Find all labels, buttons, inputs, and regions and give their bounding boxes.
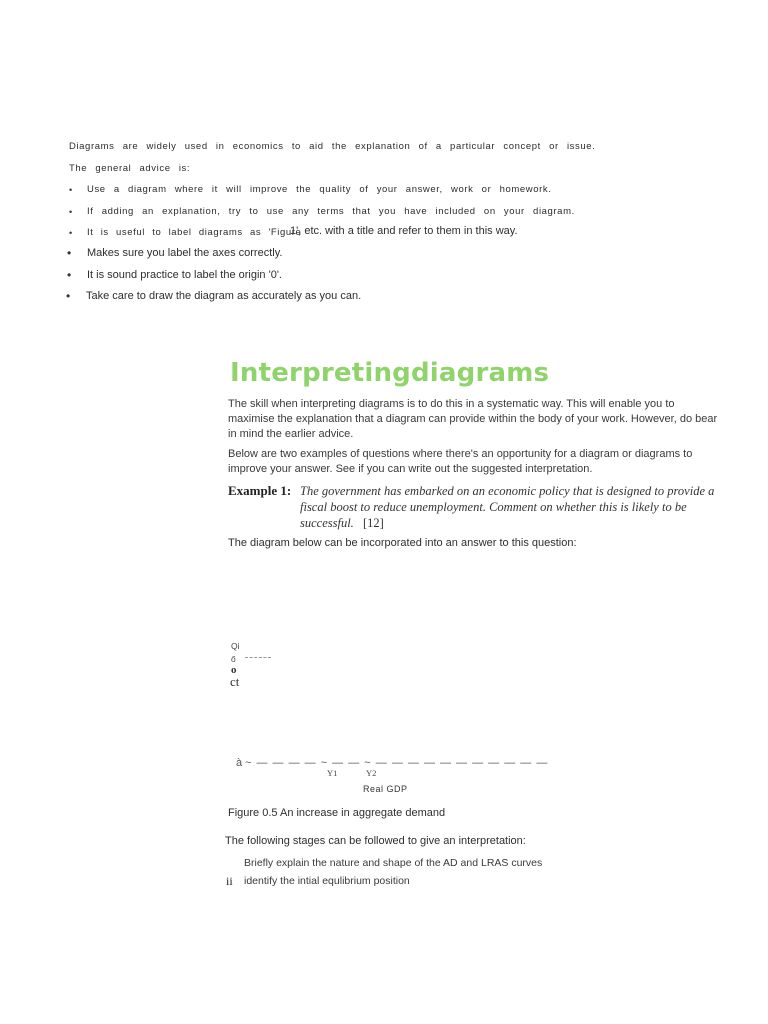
section-paragraph-1: The skill when interpreting diagrams is to do this in a systematic way. This will enable you to maximise the explanation that a diagram can provide within the body of your work. However, do bear in mind the earlier advice. [228, 398, 718, 440]
section-paragraph-2: Below are two examples of questions where there's an opportunity for a diagram or diagrams to improve your answer. See if you can write out the suggested interpretation. [228, 448, 693, 475]
example-question-text: The government has embarked on an economic policy that is designed to provide a fiscal boost to reduce unemployment. Comment on whether this is likely to be successful. [300, 484, 715, 530]
diagram-dashed-line [245, 657, 271, 658]
bullet-dot: • [66, 289, 71, 303]
diagram-y2-label: Y2 [366, 768, 377, 778]
bullet-dot: • [67, 246, 72, 260]
diagram-x-axis-dashes: ~ — — — — ~ — — ~ — — — — — — — — — — — [245, 757, 549, 769]
bullet-dot: • [69, 207, 73, 217]
section-heading: Interpretingdiagrams [230, 358, 550, 388]
intro-big-bullet-3: Take care to draw the diagram as accurately as you can. [86, 290, 362, 302]
intro-line-1: Diagrams are widely used in economics to aid the explanation of a particular concept or issue. [69, 141, 596, 152]
intro-line-2: The general advice is: [69, 163, 191, 174]
intro-bullet-3: It is useful to label diagrams as 'Figure [87, 227, 302, 238]
stage-item-2-number: ii [226, 874, 233, 888]
figure-caption: Figure 0.5 An increase in aggregate demand [228, 807, 446, 819]
intro-bullet-3-tail: 1', etc. with a title and refer to them in this way. [290, 225, 518, 237]
intro-bullet-2: If adding an explanation, try to use any terms that you have included on your diagram. [87, 206, 575, 217]
stages-intro: The following stages can be followed to give an interpretation: [225, 835, 526, 847]
diagram-y-label-mid: ő [231, 654, 236, 664]
diagram-x-axis-label: Real GDP [363, 784, 408, 794]
bullet-dot: • [67, 268, 72, 282]
intro-bullet-1: Use a diagram where it will improve the quality of your answer, work or homework. [87, 184, 552, 195]
intro-big-bullet-2: It is sound practice to label the origin '0'. [87, 269, 282, 281]
bullet-dot: • [69, 228, 73, 238]
diagram-y-label-ct: ct [230, 674, 240, 689]
diagram-y-label-o: o [231, 664, 237, 676]
example-question [300, 483, 715, 531]
diagram-origin: à [236, 757, 243, 769]
example-label: Example 1: [228, 483, 292, 498]
bullet-dot: • [69, 185, 73, 195]
diagram-y-label-top: Qi [231, 641, 240, 651]
example-marks: [12] [362, 516, 384, 530]
intro-big-bullet-1: Makes sure you label the axes correctly. [87, 247, 283, 259]
stage-item-2: identify the intial equlibrium position [244, 875, 410, 887]
diagram-y1-label: Y1 [327, 768, 338, 778]
diagram-intro: The diagram below can be incorporated into an answer to this question: [228, 537, 577, 549]
stage-item-1: Briefly explain the nature and shape of the AD and LRAS curves [244, 857, 543, 869]
